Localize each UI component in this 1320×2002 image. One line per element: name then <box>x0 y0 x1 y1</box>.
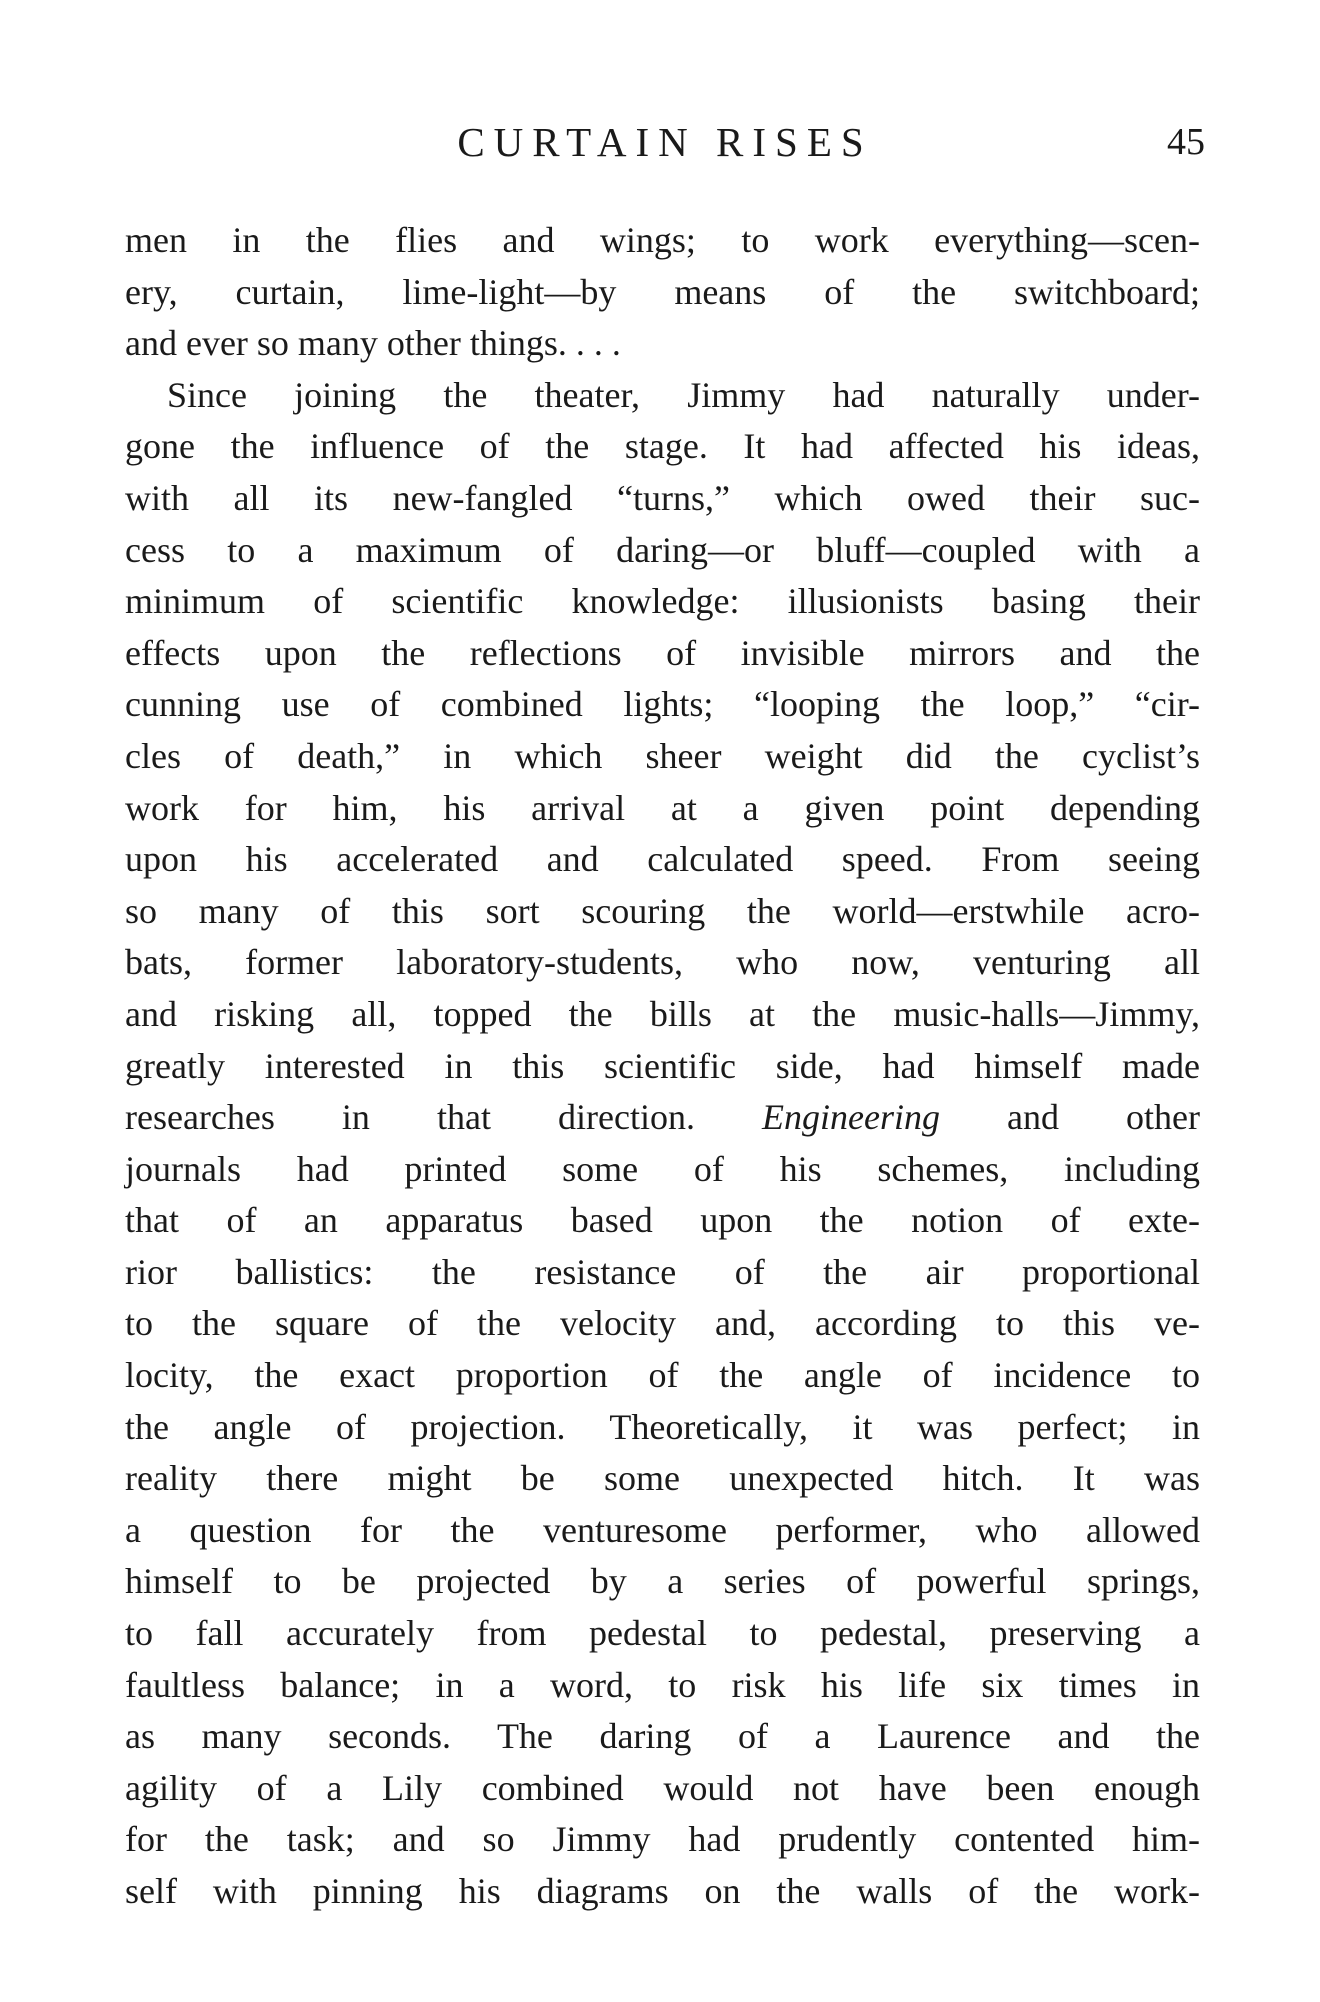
text-line: cess to a maximum of daring—or bluff—coupled with a <box>125 529 1200 570</box>
text-line: agility of a Lily combined would not have been enough <box>125 1767 1200 1808</box>
text-line: upon his accelerated and calculated speed. From seeing <box>125 839 1200 880</box>
text-line: and ever so many other things. . . . <box>125 323 621 364</box>
text-line: reality there might be some unexpected hitch. It was <box>125 1458 1200 1499</box>
body-text <box>125 215 1200 1918</box>
italic-journal-title: Engineering <box>762 1097 940 1138</box>
text-line: the angle of projection. Theoretically, it was perfect; in <box>125 1406 1200 1447</box>
text-line: ery, curtain, lime-light—by means of the switchboard; <box>125 271 1200 312</box>
text-line: with all its new-fangled “turns,” which owed their suc- <box>125 477 1200 518</box>
text-line: so many of this sort scouring the world—erstwhile acro- <box>125 890 1200 931</box>
page-number: 45 <box>1167 121 1205 163</box>
text-fragment: researches in that direction. <box>125 1097 695 1138</box>
text-line: as many seconds. The daring of a Laurence and the <box>125 1716 1200 1757</box>
text-line-with-italic <box>125 1092 1200 1144</box>
text-line: gone the influence of the stage. It had affected his ideas, <box>125 426 1200 467</box>
text-line: minimum of scientific knowledge: illusionists basing their <box>125 581 1200 622</box>
text-line: for the task; and so Jimmy had prudently contented him- <box>125 1819 1200 1860</box>
text-line: faultless balance; in a word, to risk his life six times in <box>125 1664 1200 1705</box>
text-line: greatly interested in this scientific side, had himself made <box>125 1045 1200 1086</box>
text-line: cles of death,” in which sheer weight did the cyclist’s <box>125 735 1200 776</box>
text-line: effects upon the reflections of invisible mirrors and the <box>125 632 1200 673</box>
running-head <box>125 112 1205 172</box>
running-title: CURTAIN RISES <box>457 119 873 165</box>
text-line: to the square of the velocity and, according to this ve- <box>125 1303 1200 1344</box>
text-line: cunning use of combined lights; “looping the loop,” “cir- <box>125 684 1200 725</box>
text-line: bats, former laboratory-students, who now, venturing all <box>125 942 1200 983</box>
text-line: journals had printed some of his schemes, including <box>125 1148 1200 1189</box>
text-line: that of an apparatus based upon the notion of exte- <box>125 1200 1200 1241</box>
text-line: to fall accurately from pedestal to pedestal, preserving a <box>125 1613 1200 1654</box>
text-line: men in the flies and wings; to work everything—scen- <box>125 220 1200 260</box>
text-line: work for him, his arrival at a given point depending <box>125 787 1200 828</box>
text-line: and risking all, topped the bills at the music-halls—Jimmy, <box>125 993 1200 1034</box>
text-line: rior ballistics: the resistance of the air proportional <box>125 1251 1200 1292</box>
text-line: locity, the exact proportion of the angle of incidence to <box>125 1355 1200 1396</box>
text-line: a question for the venturesome performer, who allowed <box>125 1509 1200 1550</box>
text-line: self with pinning his diagrams on the walls of the work- <box>125 1871 1200 1911</box>
text-line: himself to be projected by a series of powerful springs, <box>125 1561 1200 1602</box>
text-fragment: and other <box>1007 1097 1201 1138</box>
text-line: Since joining the theater, Jimmy had naturally under- <box>167 374 1200 415</box>
